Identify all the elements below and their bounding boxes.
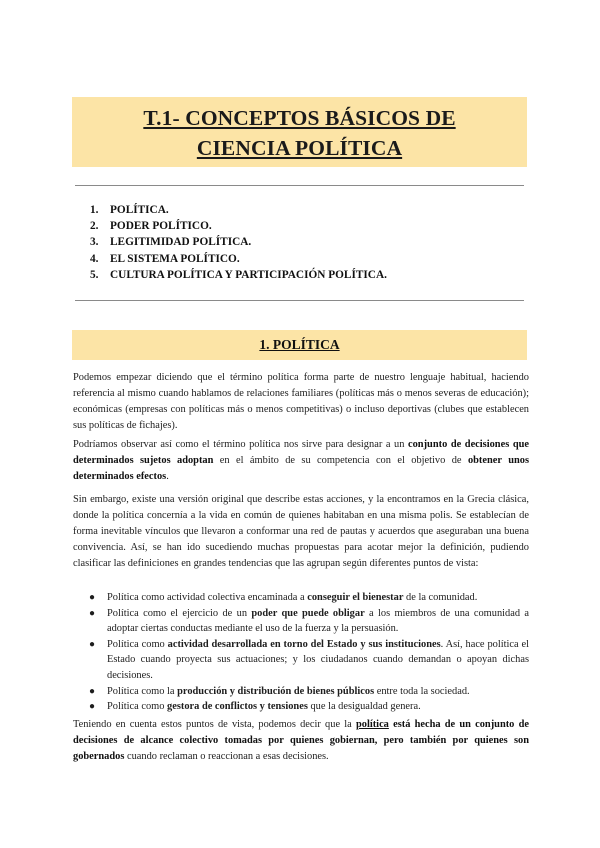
paragraph-definition: Podríamos observar así como el término política nos sirve para designar a un conjunto de decisiones que determinados sujetos adoptan en el ámbito de su competencia con el objetivo de obtener unos determinados efectos. [73, 439, 529, 483]
toc-item: 5. CULTURA POLÍTICA Y PARTICIPACIÓN POLÍTICA. [90, 268, 387, 281]
toc-item: 4. EL SISTEMA POLÍTICO. [90, 252, 240, 265]
toc-item: 3. LEGITIMIDAD POLÍTICA. [90, 236, 252, 249]
section-heading-banner [72, 330, 527, 360]
paragraph-conclusion: Teniendo en cuenta estos puntos de vista, podemos decir que la política está hecha de un conjunto de decisiones de alcance colectivo tomadas por quienes gobiernan, pero también por quienes son gobernados cuando reclaman o reaccionan a esas decisiones. [73, 719, 529, 763]
bullet-icon: ● [89, 607, 96, 619]
viewpoints-list [89, 590, 529, 715]
toc-item: 2. PODER POLÍTICO. [90, 220, 212, 233]
title-banner [72, 97, 527, 167]
title-line-2: CIENCIA POLÍTICA [196, 136, 403, 160]
divider-top [75, 185, 524, 186]
toc-item: 1. POLÍTICA. [90, 204, 169, 216]
paragraph-intro: Podemos empezar diciendo que el término política forma parte de nuestro lenguaje habitual, haciendo referencia al mismo cuando hablamos de relaciones familiares (políticas más o menos severas de educación); económicas (empresas con políticas más o menos competitivas) o incluso deportivas (clubes que establecen sus políticas de fichajes). [73, 372, 529, 432]
paragraph-greece: Sin embargo, existe una versión original que describe estas acciones, y la encontramos en la Grecia clásica, donde la política concernía a la vida en común de quienes habitaban en una misma polis. Se establecían de forma inevitable vínculos que llevaron a conformar una red de pautas y acuerdos que aseguraban una buena convivencia. Así, se han ido sucediendo muchas propuestas para acotar mejor la definición, pudiendo clasificar las definiciones en grandes tendencias que las agrupan según diferentes puntos de vista: [73, 494, 529, 570]
section-heading: 1. POLÍTICA [259, 337, 340, 352]
list-item: ● Política como la producción y distribución de bienes públicos entre toda la sociedad. [89, 684, 529, 700]
list-item: ● Política como gestora de conflictos y tensiones que la desigualdad genera. [89, 699, 529, 715]
list-item: ● Política como el ejercicio de un poder que puede obligar a los miembros de una comunidad a adoptar ciertas conductas mediante el uso de la fuerza y la persuasión. [89, 607, 529, 635]
bullet-icon: ● [89, 685, 96, 697]
bullet-icon: ● [89, 701, 96, 713]
bullet-icon: ● [89, 638, 96, 650]
list-item: ● Política como actividad colectiva encaminada a conseguir el bienestar de la comunidad. [89, 590, 529, 606]
title-line-1: T.1- CONCEPTOS BÁSICOS DE [143, 106, 456, 130]
list-item: ● Política como actividad desarrollada en torno del Estado y sus instituciones. Así, hace política el Estado cuando proyecta sus actuaciones; y los ciudadanos cuando demandan o apoyan dichas decisiones. [89, 638, 530, 681]
divider-bottom [75, 300, 524, 301]
table-of-contents [90, 202, 387, 283]
bullet-icon: ● [89, 592, 96, 603]
